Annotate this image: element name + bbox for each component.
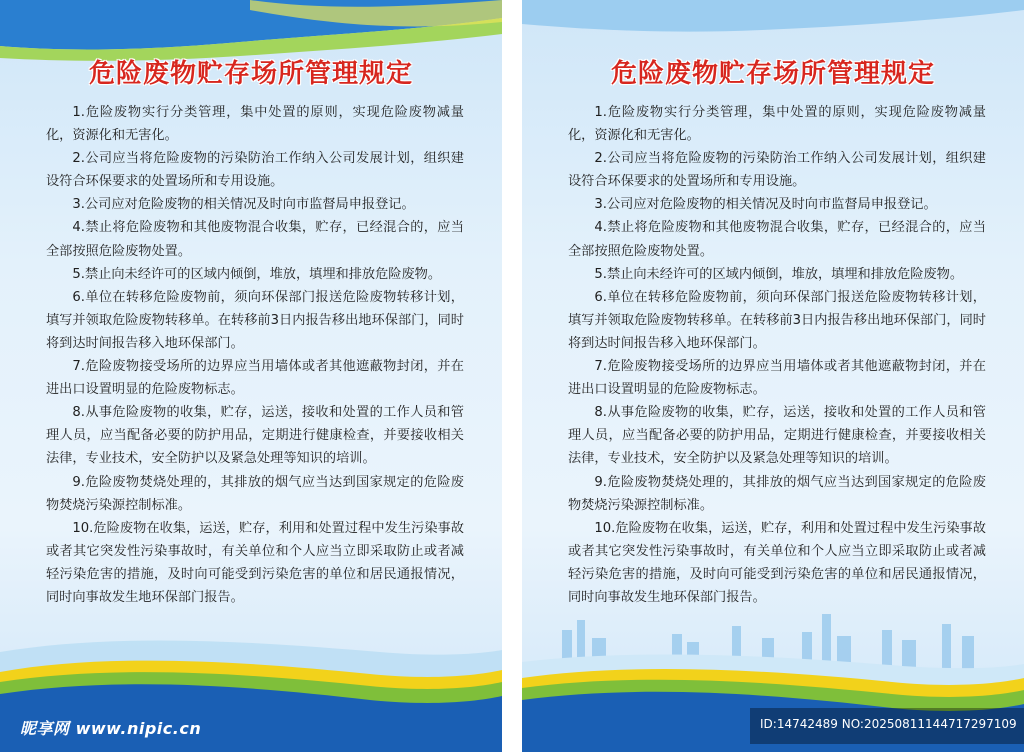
rule-item: 4.禁止将危险废物和其他废物混合收集，贮存，已经混合的，应当全部按照危险废物处置。 [568,220,986,259]
rule-item: 9.危险废物焚烧处理的，其排放的烟气应当达到国家规定的危险废物焚烧污染源控制标准。 [568,474,986,513]
rule-item: 3.公司应对危险废物的相关情况及时向市监督局申报登记。 [594,197,937,213]
rules-list [46,101,464,609]
rule-item: 8.从事危险废物的收集，贮存，运送，接收和处置的工作人员和管理人员，应当配备必要的防护用品，定期进行健康检查，并要接收相关法律，专业技术，安全防护以及紧急处理等知识的培训。 [568,405,986,467]
poster-left [0,0,502,752]
rule-item: 1.危险废物实行分类管理，集中处置的原则，实现危险废物减量化，资源化和无害化。 [568,105,986,144]
rule-item: 2.公司应当将危险废物的污染防治工作纳入公司发展计划，组织建设符合环保要求的处置场所和专用设施。 [568,151,986,190]
rules-list [568,101,986,609]
watermark-id: ID:14742489 NO:20250811144717297109 [760,717,1017,731]
poster-right [522,0,1024,752]
rule-item: 2.公司应当将危险废物的污染防治工作纳入公司发展计划，组织建设符合环保要求的处置场所和专用设施。 [46,151,464,190]
rule-item: 10.危险废物在收集，运送，贮存，利用和处置过程中发生污染事故或者其它突发性污染事故时，有关单位和个人应当立即采取防止或者减轻污染危害的措施，及时向可能受到污染危害的单位和居民通报情况，同时向事故发生地环保部门报告。 [46,520,464,605]
watermark-site: 昵享网 www.nipic.cn [20,719,202,738]
rule-item: 7.危险废物接受场所的边界应当用墙体或者其他遮蔽物封闭，并在进出口设置明显的危险废物标志。 [568,359,986,398]
poster-title: 危险废物贮存场所管理规定 [610,59,935,89]
rule-item: 5.禁止向未经许可的区域内倾倒，堆放，填埋和排放危险废物。 [594,266,964,282]
rule-item: 7.危险废物接受场所的边界应当用墙体或者其他遮蔽物封闭，并在进出口设置明显的危险废物标志。 [46,359,464,398]
rule-item: 4.禁止将危险废物和其他废物混合收集，贮存，已经混合的，应当全部按照危险废物处置。 [46,220,464,259]
rule-item: 6.单位在转移危险废物前，须向环保部门报送危险废物转移计划，填写并领取危险废物转移单。在转移前3日内报告移出地环保部门，同时将到达时间报告移入地环保部门。 [46,289,464,351]
rule-item: 9.危险废物焚烧处理的，其排放的烟气应当达到国家规定的危险废物焚烧污染源控制标准。 [46,474,464,513]
rule-item: 10.危险废物在收集，运送，贮存，利用和处置过程中发生污染事故或者其它突发性污染事故时，有关单位和个人应当立即采取防止或者减轻污染危害的措施，及时向可能受到污染危害的单位和居民通报情况，同时向事故发生地环保部门报告。 [568,520,986,605]
rule-item: 6.单位在转移危险废物前，须向环保部门报送危险废物转移计划，填写并领取危险废物转移单。在转移前3日内报告移出地环保部门，同时将到达时间报告移入地环保部门。 [568,289,986,351]
rule-item: 8.从事危险废物的收集，贮存，运送，接收和处置的工作人员和管理人员，应当配备必要的防护用品，定期进行健康检查，并要接收相关法律，专业技术，安全防护以及紧急处理等知识的培训。 [46,405,464,467]
poster-title: 危险废物贮存场所管理规定 [88,59,413,89]
rule-item: 1.危险废物实行分类管理，集中处置的原则，实现危险废物减量化，资源化和无害化。 [46,105,464,144]
rule-item: 3.公司应对危险废物的相关情况及时向市监督局申报登记。 [72,197,415,213]
rule-item: 5.禁止向未经许可的区域内倾倒，堆放，填埋和排放危险废物。 [72,266,442,282]
